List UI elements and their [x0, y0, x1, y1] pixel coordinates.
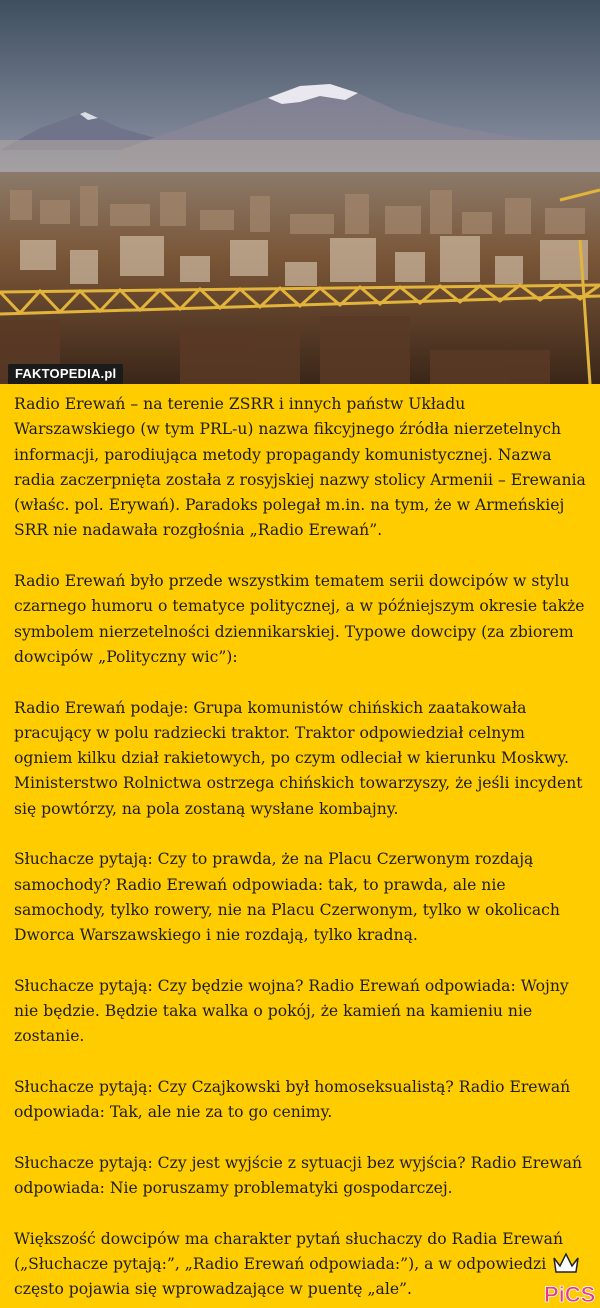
stamp-text: PiCS — [544, 1282, 596, 1307]
pics-logo-icon — [540, 1248, 600, 1308]
faktopedia-watermark: FAKTOPEDIA.pl — [8, 364, 123, 384]
paragraph: Radio Erewań – na terenie ZSRR i innych państw Układu Warszawskiego (w tym PRL-u) nazwa fikcyjnego źródła nierzetelnych informacji, parodiująca metody propagandy komunistycznej. Nazwa radia zaczerpnięta została z rosyjskiej nazwy stolicy Armenii – Erewania (właśc. pol. Erywań). Paradoks polegał m.in. na tym, że w Armeńskiej SRR nie nadawała rozgłośnia „Radio Erewań”. — [14, 395, 586, 540]
article-text — [0, 384, 600, 1303]
paragraph: Większość dowcipów ma charakter pytań słuchaczy do Radia Erewań („Słuchacze pytają:”, „Radio Erewań odpowiada:”), a w odpowiedzi często pojawia się wprowadzające w puentę „ale”. — [14, 1229, 563, 1299]
hero-photo — [0, 0, 600, 384]
paragraph: Słuchacze pytają: Czy jest wyjście z sytuacji bez wyjścia? Radio Erewań odpowiada: Nie poruszamy problematyki gospodarczej. — [14, 1153, 583, 1198]
paragraph: Słuchacze pytają: Czy to prawda, że na Placu Czerwonym rozdają samochody? Radio Erewań odpowiada: tak, to prawda, ale nie samochody, tylko rowery, nie na Placu Czerwonym, tylko w okolicach Dworca Warszawskiego i nie rozdają, tylko kradną. — [14, 850, 560, 945]
paragraph: Słuchacze pytają: Czy Czajkowski był homoseksualistą? Radio Erewań odpowiada: Tak, ale nie za to go cenimy. — [14, 1078, 571, 1122]
paragraph: Radio Erewań podaje: Grupa komunistów chińskich zaatakowała pracujący w polu radziecki traktor. Traktor odpowiedział celnym ogniem kilku dział rakietowych, po czym odleciał w kierunku Moskwy. Ministerstwo Rolnictwa ostrzega chińskich towarzyszy, że jeśli incydent się powtórzy, na pola zostaną wysłane kombajny. — [14, 698, 583, 818]
paragraph: Słuchacze pytają: Czy będzie wojna? Radio Erewań odpowiada: Wojny nie będzie. Będzie taka walka o pokój, że kamień na kamieniu nie zostanie. — [14, 976, 569, 1046]
paragraph: Radio Erewań było przede wszystkim tematem serii dowcipów w stylu czarnego humoru o tematyce politycznej, a w późniejszym okresie także symbolem nierzetelności dziennikarskiej. Typowe dowcipy (za zbiorem dowcipów „Polityczny wic”): — [14, 572, 585, 666]
mountain-city-illustration — [0, 0, 600, 384]
